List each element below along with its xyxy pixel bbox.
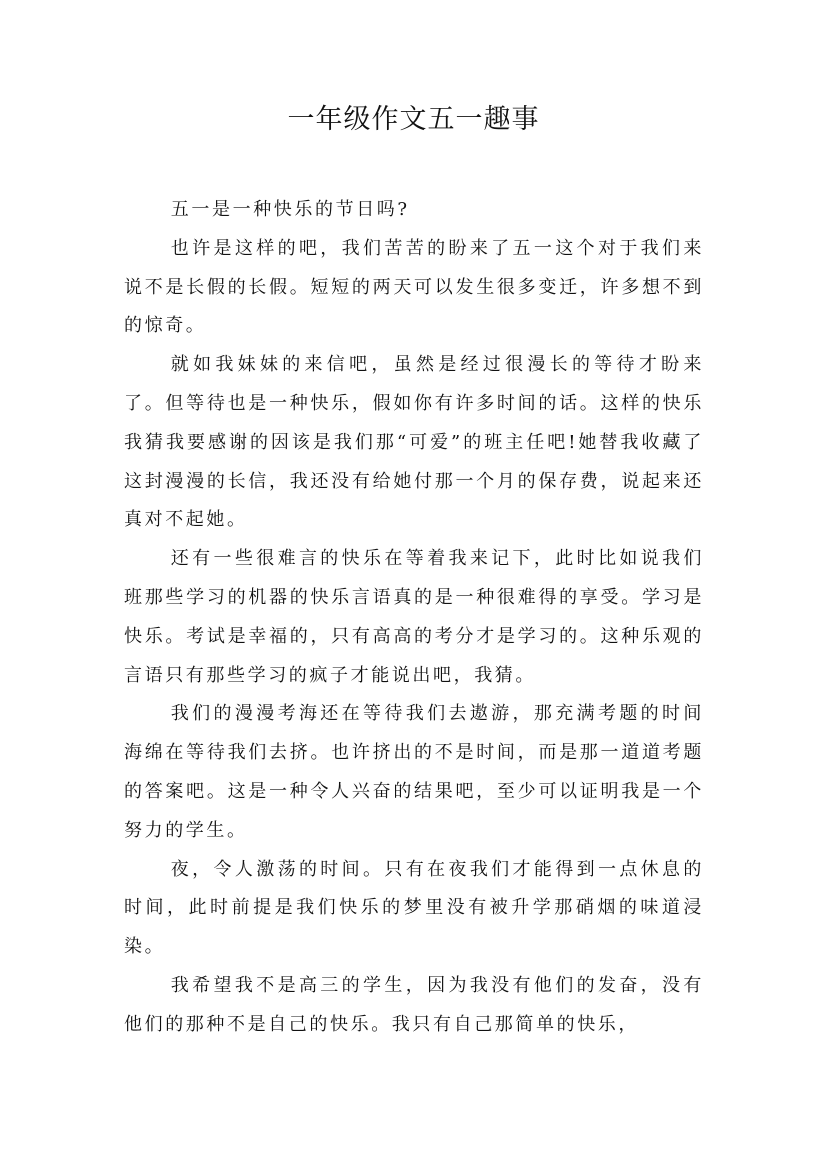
- paragraph: 还有一些很难言的快乐在等着我来记下，此时比如说我们班那些学习的机器的快乐言语真的是一种很难得的享受。学习是快乐。考试是幸福的，只有高高的考分才是学习的。这种乐观的言语只有那些学习的疯子才能说出吧，我猜。: [124, 548, 704, 686]
- paragraph: 五一是一种快乐的节日吗?: [170, 199, 410, 220]
- paragraph: 夜，令人激荡的时间。只有在夜我们才能得到一点休息的时间，此时前提是我们快乐的梦里没有被升学那硝烟的味道浸染。: [124, 858, 704, 958]
- document-title: 一年级作文五一趣事: [287, 104, 540, 135]
- document-body: [124, 191, 704, 1045]
- paragraph: 我希望我不是高三的学生，因为我没有他们的发奋，没有他们的那种不是自己的快乐。我只有自己那简单的快乐，: [124, 974, 704, 1035]
- paragraph: 也许是这样的吧，我们苦苦的盼来了五一这个对于我们来说不是长假的长假。短短的两天可以发生很多变迁，许多想不到的惊奇。: [124, 237, 704, 337]
- paragraph: 就如我妹妹的来信吧，虽然是经过很漫长的等待才盼来了。但等待也是一种快乐，假如你有许多时间的话。这样的快乐我猜我要感谢的因该是我们那“可爱”的班主任吧!她替我收藏了这封漫漫的长信，我还没有给她付那一个月的保存费，说起来还真对不起她。: [124, 354, 704, 531]
- paragraph: 我们的漫漫考海还在等待我们去遨游，那充满考题的时间海绵在等待我们去挤。也许挤出的不是时间，而是那一道道考题的答案吧。这是一种令人兴奋的结果吧，至少可以证明我是一个努力的学生。: [124, 703, 704, 841]
